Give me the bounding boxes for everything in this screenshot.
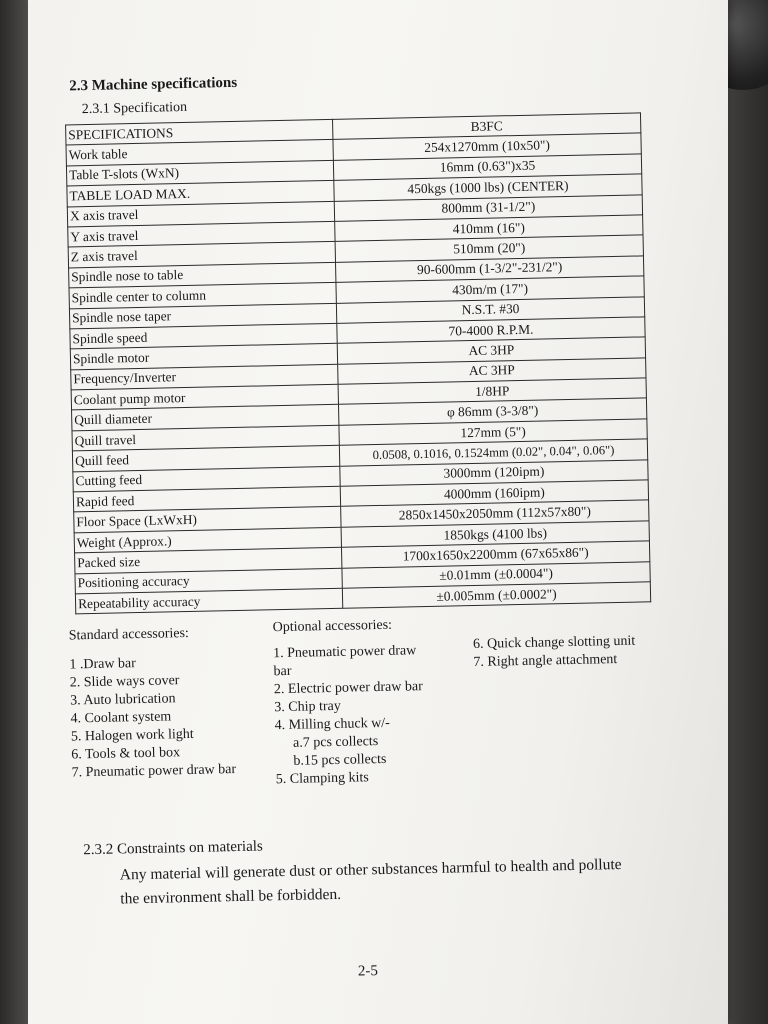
- constraints-line-2: the environment shall be forbidden.: [120, 885, 342, 908]
- spec-value: 70-4000 R.P.M.: [337, 317, 645, 344]
- spec-label: Repeatability accuracy: [75, 588, 342, 614]
- list-item: 7. Pneumatic power draw bar: [71, 762, 237, 781]
- spec-value: 510mm (20"): [335, 235, 643, 262]
- spec-value: 1/8HP: [338, 378, 646, 405]
- list-item: 4. Milling chuck w/-: [274, 715, 390, 734]
- constraints-line-1: Any material will generate dust or other substances harmful to health and pollute: [119, 855, 622, 884]
- spec-value: 450kgs (1000 lbs) (CENTER): [334, 174, 642, 201]
- page-number: 2-5: [357, 963, 379, 980]
- spec-label: Rapid feed: [73, 486, 340, 512]
- spec-value: AC 3HP: [337, 337, 645, 364]
- spec-value: 800mm (31-1/2"): [334, 194, 642, 221]
- spec-label: Spindle center to column: [69, 282, 336, 308]
- list-item: 5. Clamping kits: [275, 770, 369, 788]
- spec-label: Floor Space (LxWxH): [74, 507, 341, 533]
- list-item: 6. Tools & tool box: [71, 745, 181, 763]
- page-content: [28, 0, 728, 1024]
- constraints-title: 2.3.2 Constraints on materials: [83, 838, 263, 859]
- spec-label: TABLE LOAD MAX.: [67, 181, 334, 207]
- spec-value: ±0.01mm (±0.0004"): [342, 561, 650, 588]
- constraints-text: [120, 852, 681, 912]
- list-item: 6. Quick change slotting unit: [472, 633, 636, 653]
- spec-value: 2850x1450x2050mm (112x57x80"): [341, 500, 649, 527]
- spec-label: Frequency/Inverter: [71, 364, 338, 390]
- list-item: b.15 pcs collects: [293, 751, 387, 769]
- list-item: 7. Right angle attachment: [473, 652, 618, 671]
- optional-accessories-title: Optional accessories:: [272, 617, 393, 636]
- subsection-title: 2.3.1 Specification: [81, 99, 188, 118]
- list-item: 1. Pneumatic power draw: [273, 643, 417, 662]
- list-item: 4. Coolant system: [70, 709, 172, 727]
- spec-value: 90-600mm (1-3/2"-231/2"): [336, 256, 644, 283]
- spec-value: 3000mm (120ipm): [340, 459, 648, 486]
- spec-value: 430m/m (17"): [336, 276, 644, 303]
- header-model: B3FC: [333, 113, 641, 140]
- list-item: 2. Electric power draw bar: [273, 679, 423, 698]
- list-item: 5. Halogen work light: [70, 726, 194, 745]
- spec-value: N.S.T. #30: [336, 296, 644, 323]
- spec-value: 4000mm (160ipm): [340, 480, 648, 507]
- list-item: 2. Slide ways cover: [69, 673, 180, 691]
- spec-value: 1700x1650x2200mm (67x65x86"): [341, 541, 649, 568]
- spec-label: X axis travel: [67, 201, 334, 227]
- spec-label: Cutting feed: [73, 466, 340, 492]
- spec-value: 1850kgs (4100 lbs): [341, 521, 649, 548]
- list-item: 3. Auto lubrication: [69, 691, 176, 709]
- spec-label: Quill travel: [72, 425, 339, 451]
- spec-value: 0.0508, 0.1016, 0.1524mm (0.02", 0.04", 0.06"): [339, 439, 647, 466]
- spec-value: ±0.005mm (±0.0002"): [342, 582, 650, 609]
- spec-value: 254x1270mm (10x50"): [333, 133, 641, 160]
- spec-label: Coolant pump motor: [71, 384, 338, 410]
- spec-value: AC 3HP: [338, 358, 646, 385]
- spec-label: Spindle nose to table: [69, 262, 336, 288]
- section-title: 2.3 Machine specifications: [69, 74, 238, 95]
- standard-accessories-title: Standard accessories:: [68, 625, 190, 644]
- spec-value: 16mm (0.63")x35: [333, 154, 641, 181]
- header-label: SPECIFICATIONS: [66, 119, 333, 145]
- spec-value: 410mm (16"): [335, 215, 643, 242]
- list-item: 3. Chip tray: [274, 698, 341, 716]
- spec-label: Z axis travel: [68, 242, 335, 268]
- spec-label: Y axis travel: [68, 221, 335, 247]
- list-item: 1 .Draw bar: [69, 656, 137, 673]
- spec-label: Spindle nose taper: [69, 303, 336, 329]
- manual-page: [28, 0, 728, 1024]
- spec-label: Quill feed: [72, 446, 339, 472]
- spec-label: Packed size: [75, 547, 342, 573]
- spec-value: φ 86mm (3-3/8"): [338, 398, 646, 425]
- spec-label: Spindle speed: [70, 323, 337, 349]
- optional-accessories-list-2: [473, 633, 636, 672]
- specifications-table: [65, 112, 651, 614]
- spec-label: Quill diameter: [72, 405, 339, 431]
- list-item: a.7 pcs collects: [292, 734, 379, 751]
- spec-label: Work table: [66, 140, 333, 166]
- spec-label: Positioning accuracy: [75, 568, 342, 594]
- spec-value: 127mm (5"): [339, 419, 647, 446]
- spec-label: Spindle motor: [70, 344, 337, 370]
- list-item: bar: [273, 663, 292, 680]
- optional-accessories-list-1: [273, 642, 425, 789]
- spec-label: Weight (Approx.): [74, 527, 341, 553]
- spec-label: Table T-slots (WxN): [66, 160, 333, 186]
- standard-accessories-list: [69, 653, 236, 782]
